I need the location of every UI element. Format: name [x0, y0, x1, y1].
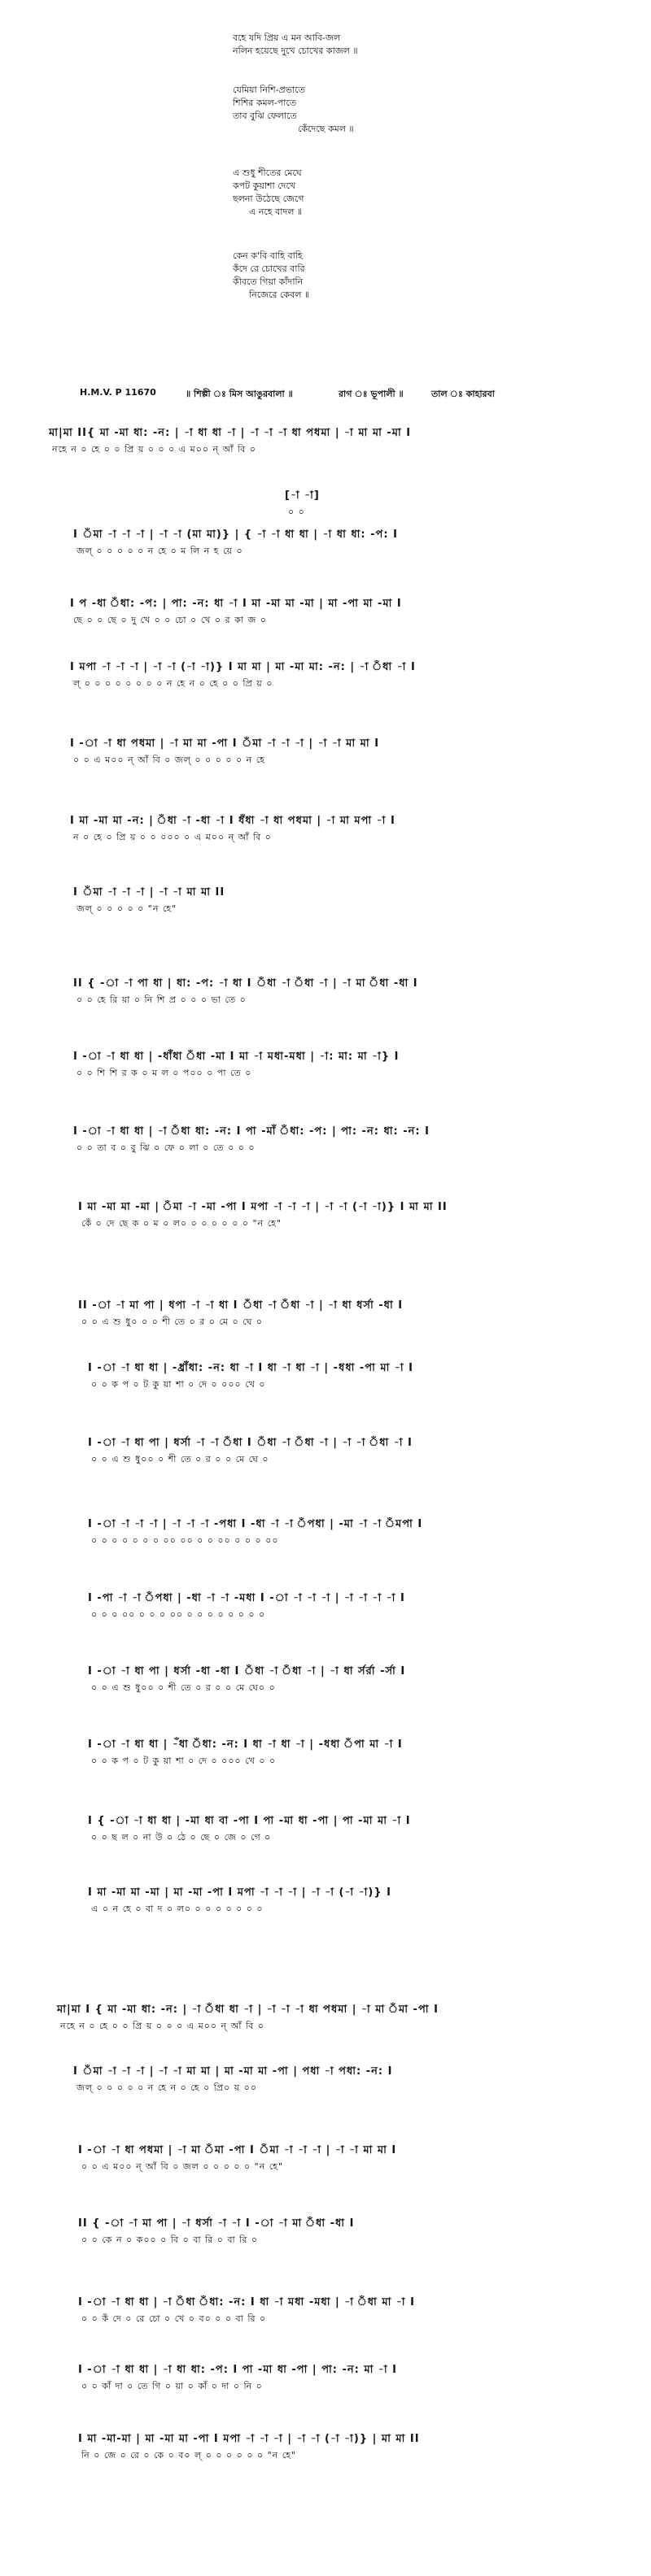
notation-lyric-line: ০ ০ শি শি র ক ০ ম ল ০ প০০ ০ পা তে ০: [76, 1068, 252, 1078]
notation-lyric-line: ০ ০ কঁ দে ০ রে চো ০ খে ০ ব০ ০ ০ বা রি ০: [81, 2313, 267, 2324]
notation-lyric-line: ০ ০ এ ম০০ ন্ আঁ বি ০ জল্ ০ ০ ০ ০ ০ ন হে: [73, 755, 265, 765]
poem-line: বহে যদি প্রিয় এ মন আবি-জল: [233, 33, 341, 43]
notation-row: [0, 1516, 651, 1549]
notation-lyric-line: ০ ০ ছ ল ০ না উ ০ ঠে ০ ছে ০ জে ০ গে ০: [91, 1832, 272, 1843]
notation-lyric-line: নহে ন ০ হে ০ ০ প্রি য় ০ ০ ০ এ ম০০ ন্ আঁ বি ০: [52, 444, 256, 455]
notation-lyric-line: জল্ ০ ০ ০ ০ ০ ন হে ০ ম লি ন হ য়ে ০: [76, 546, 243, 556]
notation-swara-line: I -া -া ধা ধা | -ধ্রাঁঁধা: -ন: ধা -া I ধা -া ধা -া | -ধধা -পা মা -া I: [88, 1362, 413, 1374]
notation-swara-line: I ঁমা -া -া -া | -া -া (মা মা)} | { -া -া ধা ধা | -া ধা ধা: -প: I: [73, 529, 398, 541]
notation-row: [0, 1124, 651, 1156]
poem-line: তাব বুঝি ফেলাতে: [233, 111, 297, 121]
notation-row: [0, 1885, 651, 1917]
notation-lyric-line: ০ ০ ক প ০ ট কু য়া শা ০ দে ০ ০০০ খে ০: [91, 1379, 266, 1390]
notation-row: [0, 488, 651, 520]
notation-lyric-line: জল্ ০ ০ ০ ০ ০ "ন হে": [76, 903, 177, 914]
notation-row: [0, 2295, 651, 2327]
notation-swara-line: I ঁমা -া -া -া | -া -া মা মা | মা -মা মা -পা | পধা -া পধা: -ন: I: [73, 2065, 393, 2078]
poem-line: যেমিয়া নিশি-প্রভাতে: [233, 85, 305, 95]
notation-swara-line: I -া -া ধা ধা | -ধাঁঁধা ঁধা -মা I মা -া মধা-মধা | -া: মা: মা -া} I: [73, 1051, 400, 1063]
notation-row: [0, 1737, 651, 1769]
notation-lyric-line: ছে ০ ০ ছে ০ দু খে ০ ০ চো ০ খে ০ র কা জ ০: [73, 615, 267, 625]
record-label: H.M.V. P 11670: [80, 387, 156, 398]
notation-swara-line: I -পা -া -া ঁপধা | -ধা -া -া -মধা I -া -া -া -া | -া -া -া -া I: [88, 1592, 405, 1604]
notation-swara-line: I ঁমা -া -া -া | -া -া মা মা II: [73, 886, 225, 899]
notation-lyric-line: এ ০ ন হে ০ বা দ ০ ল০ ০ ০ ০ ০ ০ ০ ০: [91, 1904, 264, 1914]
notation-lyric-line: ০ ০ কে ন ০ ক০০ ০ বি ০ বা রি ০ বা রি ০: [81, 2234, 259, 2245]
notation-row: [0, 2002, 651, 2034]
notation-row: [0, 2064, 651, 2096]
notation-row: [0, 1664, 651, 1696]
notation-swara-line: II -া -া মা পা | ধপা -া -া ধা I ঁধা -া ঁধা -া | -া ধা ধর্সা -ধা I: [78, 1299, 404, 1312]
notation-swara-line: [-া -া]: [285, 490, 320, 502]
poem-line: ছলনা উঠেছে জেগে: [233, 194, 304, 204]
notation-row: [0, 1590, 651, 1623]
notation-lyric-line: নহে ন ০ হে ০ ০ প্রি য় ০ ০ ০ এ ম০০ ন্ আঁ বি ০: [60, 2021, 264, 2031]
notation-row: [0, 1199, 651, 1232]
notation-lyric-line: ন ০ হে ০ প্রি য় ০ ০ ০০০ ০ এ ম০০ ন্ আঁ বি ০: [73, 832, 272, 842]
raga-name: রাগ ঃ ভূপালী ॥: [339, 389, 404, 399]
poem-line: কীবতে গিয়া কাঁদানি: [233, 276, 304, 287]
poem-line: এ নহে বাদল ॥: [249, 207, 303, 217]
poem-line: এ শুধু শীতের মেঘে: [233, 168, 302, 178]
notation-lyric-line: ল্ ০ ০ ০ ০ ০ ০ ০ ০ ন হে ন ০ হে ০ ০ প্রি য় ০: [73, 678, 273, 689]
notation-swara-line: II { -া -া মা পা | -া ধর্সা -া -া I -া -া মা ঁধা -ধা I: [78, 2217, 355, 2230]
notation-row: [0, 2431, 651, 2464]
notation-row: [0, 2216, 651, 2248]
tala-name: তাল ঃ কাহারবা: [431, 389, 495, 399]
notation-lyric-line: নি ০ জে ০ রে ০ কে ০ ব০ ল্ ০ ০ ০ ০ ০ ০ "ন হে": [81, 2450, 297, 2461]
notation-lyric-line: ০ ০ হে রি য়া ০ নি শি প্র ০ ০ ০ ভা তে ০: [76, 994, 247, 1005]
notation-lyric-line: ০ ০ এ শু ধু০ ০ ০ শী তে ০ র ০ মে ০ ঘে ০: [81, 1316, 264, 1327]
notation-swara-line: I { -া -া ধা ধা | -মা ধা বা -পা I পা -মা ধা -পা | পা -মা মা -া I: [88, 1815, 411, 1827]
notation-lyric-line: ০ ০ ক প ০ ট কু য়া শা ০ দে ০ ০০০ খে ০ ০: [91, 1756, 277, 1766]
notation-swara-line: I -া -া ধা ধা | -া ঁধা ঁধা: -ন: I ধা -া মধা -মধা | -া ঁধা মা -া I: [78, 2296, 415, 2308]
notation-lyric-line: জল্ ০ ০ ০ ০ ০ ন হে ন ০ হে ০ প্রি০ য় ০০: [76, 2082, 257, 2093]
notation-swara-line: I মা -মা মা -মা | ঁমা -া -মা -পা I মপা -া -া -া | -া -া (-া -া)} I মা মা II: [78, 1201, 448, 1213]
notation-swara-line: I -া -া ধা পধমা | -া মা মা -পা I ঁমা -া -া -া | -া -া মা মা I: [70, 738, 380, 750]
notation-swara-line: I মা -মা মা -মা | মা -মা -পা I মপা -া -া -া | -া -া (-া -া)} I: [88, 1886, 391, 1899]
poem-line: নিজেরে কেবল ॥: [249, 289, 310, 300]
notation-swara-line: I -া -া ধা পা | ধর্সা -ধা -ধা I ঁধা -া ঁধা -া | -া ধা র্সর্রা -র্সা I: [88, 1665, 406, 1677]
notation-lyric-line: ০ ০ এ শু ধু০০ ০ শী তে ০ র ০ ০ মে ঘে০ ০: [91, 1682, 276, 1693]
notation-swara-line: I মপা -া -া -া | -া -া (-া -া)} I মা মা | মা -মা মা: -ন: | -া ঁধা -া I: [70, 661, 416, 673]
notation-swara-line: I মা -মা মা -ন: | ঁধা -া -ধা -া I ধঁধা -া ধা পধমা | -া মা মপা -া I: [70, 815, 395, 827]
notation-row: [0, 425, 651, 458]
notation-lyric-line: ০ ০: [288, 507, 305, 517]
poem-line: কঁদে রে চোখের বারি: [233, 263, 305, 274]
notation-swara-line: I -া -া ধা ধা | -া ঁধা ধা: -ন: I পা -মাঁ ঁধা: -প: | পা: -ন: ধা: -ন: I: [73, 1125, 430, 1138]
notation-swara-line: II { -া -া পা ধা | ধা: -প: -া ধা I ঁধা -া ঁধা -া | -া মা ঁধা -ধা I: [73, 977, 418, 990]
notation-row: [0, 1049, 651, 1081]
poem-line: কেঁদেছে কমল ॥: [298, 124, 354, 134]
notation-lyric-line: ০ ০ ০ ০ ০ ০ ০ ০০ ০০ ০ ০ ০০ ০ ০ ০ ০০: [91, 1535, 279, 1546]
notation-row: [0, 736, 651, 768]
notation-lyric-line: ০ ০ ০ ০০ ০ ০ ০ ০০ ০ ০ ০ ০ ০ ০ ০ ০: [91, 1609, 266, 1620]
notation-row: [0, 2143, 651, 2175]
notation-swara-line: I মা -মা-মা | মা -মা মা -পা I মপা -া -া -া | -া -া (-া -া)} | মা মা II: [78, 2433, 420, 2445]
notation-row: [0, 813, 651, 846]
notation-row: [0, 596, 651, 629]
notation-row: [0, 527, 651, 559]
notation-row: [0, 659, 651, 692]
notation-lyric-line: ০ ০ তা ব ০ বু ঝি ০ ফে ০ লা ০ তে ০ ০ ০: [76, 1142, 256, 1153]
singer-name: ॥ শিল্পী ঃ মিস আঙুরবালা ॥: [186, 389, 293, 399]
notation-row: [0, 1813, 651, 1846]
notation-row: [0, 2362, 651, 2395]
notation-lyric-line: ০ ০ এ ম০০ ন্ আঁ বি ০ জল ০ ০ ০ ০ ০ "ন হে": [81, 2161, 284, 2172]
poem-line: শিশির কমল-পাতে: [233, 98, 297, 108]
notation-row: [0, 976, 651, 1008]
notation-swara-line: মা|মা I { মা -মা ধা: -ন: | -া ঁধা ধা -া | -া -া -া ধা পধমা | -া মা ঁমা -পা I: [57, 2004, 439, 2016]
notation-swara-line: I -া -া ধা ধা | -ঁধা ঁধা: -ন: I ধা -া ধা -া | -ধধা ঁপা মা -া I: [88, 1738, 403, 1751]
notation-swara-line: I প -ধা ঁধা: -প: | পা: -ন: ধা -া I মা -মা মা -মা | মা -পা মা -মা I: [70, 598, 402, 610]
notation-swara-line: I -া -া ধা পধমা | -া মা ঁমা -পা I ঁমা -া -া -া | -া -া মা মা I: [78, 2144, 397, 2156]
poem-line: কপট কুয়াশা দেখে: [233, 181, 296, 191]
notation-lyric-line: ০ ০ কাঁ দা ০ তে গি ০ য়া ০ কাঁ ০ দা ০ নি ০: [81, 2381, 263, 2391]
notation-lyric-line: কেঁ ০ দে ছে ক ০ ম ০ ল০ ০ ০ ০ ০ ০ ০ "ন হে": [81, 1218, 282, 1229]
notation-swara-line: I -া -া ধা পা | ধর্সা -া -া ঁধা I ঁধা -া ঁধা -া | -া -া ঁধা -া I: [88, 1437, 413, 1449]
notation-lyric-line: ০ ০ এ শু ধু০০ ০ শী তে ০ র ০ ০ মে ঘে ০: [91, 1454, 269, 1464]
poem-line: নলিন হয়েছে দুখে চোখের কাজল ॥: [233, 46, 358, 56]
notation-swara-line: I -া -া ধা ধা | -া ধা ধা: -প: I পা -মা ধা -পা | পা: -ন: মা -া I: [78, 2364, 397, 2376]
notation-row: [0, 1360, 651, 1393]
notation-swara-line: I -া -া -া -া | -া -া -া -পধা I -ধা -া -া ঁপধা | -মা -া -া ঁমপা I: [88, 1518, 423, 1530]
notation-row: [0, 1298, 651, 1330]
notation-row: [0, 885, 651, 917]
notation-swara-line: মা|মা II{ মা -মা ধা: -ন: | -া ধা ধা -া | -া -া -া ধা পধমা | -া মা মা -মা I: [49, 427, 412, 439]
notation-row: [0, 1435, 651, 1468]
poem-line: কেন ক'বি বাহি বাহি: [233, 250, 303, 261]
